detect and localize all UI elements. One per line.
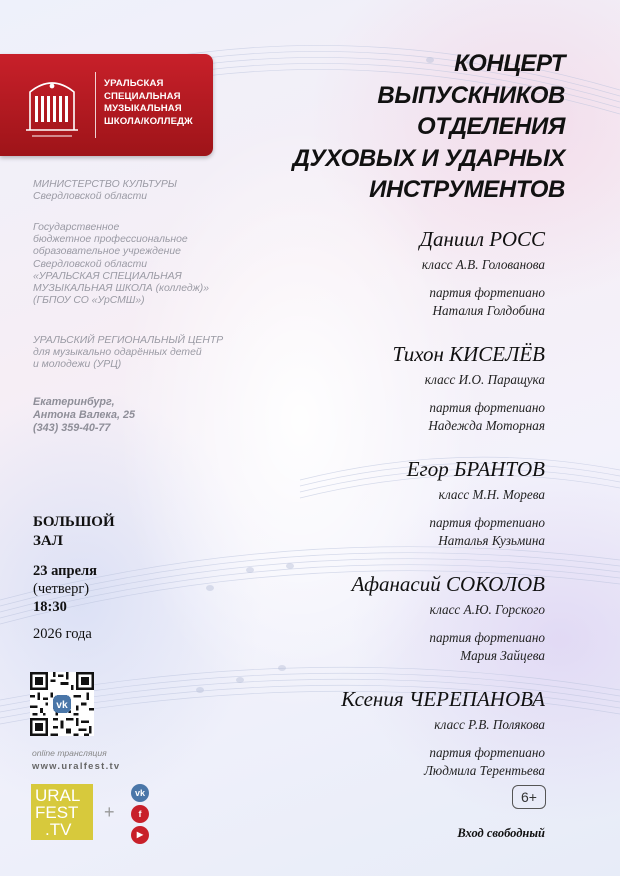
event-year: 2026 года <box>33 626 92 642</box>
performer-item <box>341 456 545 550</box>
hall-name <box>33 513 115 551</box>
performer-class: класс И.О. Паращука <box>424 372 545 387</box>
vk-glyph: vk <box>134 788 145 798</box>
info-line: и молодежи (УРЦ) <box>33 359 122 371</box>
accompanist-label: партия фортепиано <box>429 745 545 760</box>
performer-item <box>341 226 545 320</box>
title-line: ИНСТРУМЕНТОВ <box>369 176 565 203</box>
accompanist-name: Надежда Моторная <box>428 418 545 433</box>
youtube-glyph: ▶ <box>136 830 144 839</box>
address-info <box>33 396 135 435</box>
facebook-glyph: f <box>138 809 142 819</box>
info-line: бюджетное профессиональное <box>33 234 188 246</box>
info-line: МУЗЫКАЛЬНАЯ ШКОЛА (колледж)» <box>33 283 210 295</box>
uralfest-logo-line: URAL <box>35 786 81 805</box>
school-name <box>104 78 212 128</box>
vk-icon[interactable] <box>131 784 149 802</box>
qr-vk-badge: vk <box>56 699 68 711</box>
uralfest-logo-line: FEST <box>35 803 79 822</box>
performer-name: Даниил РОСС <box>419 227 545 251</box>
performer-class: класс А.Ю. Горского <box>429 602 545 617</box>
performer-name: Афанасий СОКОЛОВ <box>351 572 545 596</box>
uralfest-logo-line: .TV <box>45 820 72 839</box>
info-line: образовательное учреждение <box>33 246 181 258</box>
info-line: для музыкально одарённых детей <box>33 347 202 359</box>
accompanist-label: партия фортепиано <box>429 400 545 415</box>
accompanist-name: Наталия Голдобина <box>432 303 545 318</box>
school-logo-banner <box>0 54 213 156</box>
address-line: Екатеринбург, <box>33 396 115 408</box>
info-line: МИНИСТЕРСТВО КУЛЬТУРЫ <box>33 179 177 190</box>
website-link[interactable]: www.uralfest.tv <box>32 760 121 771</box>
hall-line: ЗАЛ <box>33 533 63 549</box>
info-line: Свердловской области <box>33 191 148 203</box>
accompanist-name: Людмила Терентьева <box>423 763 545 778</box>
school-emblem-icon <box>22 70 82 140</box>
school-name-line: ШКОЛА/КОЛЛЕДЖ <box>104 115 193 127</box>
admission-note: Вход свободный <box>457 826 545 840</box>
event-datetime <box>33 562 97 616</box>
performer-class: класс Р.В. Полякова <box>434 717 545 732</box>
info-line: (ГБПОУ СО «УрСМШ») <box>33 295 145 307</box>
performers-list <box>341 226 545 801</box>
event-time: 18:30 <box>33 599 67 615</box>
qr-code-icon[interactable] <box>30 672 94 736</box>
performer-item <box>341 686 545 780</box>
accompanist-label: партия фортепиано <box>429 515 545 530</box>
event-date: 23 апреля <box>33 563 98 579</box>
event-weekday: (четверг) <box>33 581 90 597</box>
performer-item <box>341 571 545 665</box>
online-broadcast-label: online трансляция <box>32 748 107 758</box>
performer-item <box>341 341 545 435</box>
accompanist-label: партия фортепиано <box>429 630 545 645</box>
school-name-line: МУЗЫКАЛЬНАЯ <box>104 103 182 114</box>
accompanist-name: Мария Зайцева <box>460 648 545 663</box>
title-line: ВЫПУСКНИКОВ <box>377 81 565 109</box>
uralfest-logo[interactable] <box>31 784 93 840</box>
school-name-line: СПЕЦИАЛЬНАЯ <box>104 90 181 102</box>
plus-sign: + <box>104 802 115 822</box>
title-line: ОТДЕЛЕНИЯ <box>417 113 565 140</box>
info-line: УРАЛЬСКИЙ РЕГИОНАЛЬНЫЙ ЦЕНТР <box>33 335 224 346</box>
youtube-icon[interactable] <box>131 826 149 844</box>
accompanist-name: Наталья Кузьмина <box>438 533 545 548</box>
phone-number: (343) 359-40-77 <box>33 422 111 434</box>
facebook-icon[interactable] <box>131 805 149 823</box>
title-line: ДУХОВЫХ И УДАРНЫХ <box>292 144 565 172</box>
accompanist-label: партия фортепиано <box>429 285 545 300</box>
performer-name: Ксения ЧЕРЕПАНОВА <box>341 687 545 711</box>
performer-name: Егор БРАНТОВ <box>406 457 545 481</box>
address-line: Антона Валека, 25 <box>33 409 136 421</box>
performer-class: класс А.В. Голованова <box>421 257 545 272</box>
ministry-info <box>33 179 177 203</box>
age-rating-badge: 6+ <box>512 785 546 809</box>
performer-class: класс М.Н. Морева <box>438 487 545 502</box>
regional-center-info <box>33 335 223 372</box>
concert-title <box>293 48 565 206</box>
info-line: «УРАЛЬСКАЯ СПЕЦИАЛЬНАЯ <box>33 270 182 282</box>
hall-line: БОЛЬШОЙ <box>33 514 115 530</box>
info-line: Свердловской области <box>33 258 148 270</box>
performer-name: Тихон КИСЕЛЁВ <box>392 342 545 366</box>
school-name-line: УРАЛЬСКАЯ <box>104 78 164 89</box>
info-line: Государственное <box>33 222 120 233</box>
title-line: КОНЦЕРТ <box>454 50 565 77</box>
logo-divider <box>95 72 96 138</box>
institution-info <box>33 222 209 307</box>
